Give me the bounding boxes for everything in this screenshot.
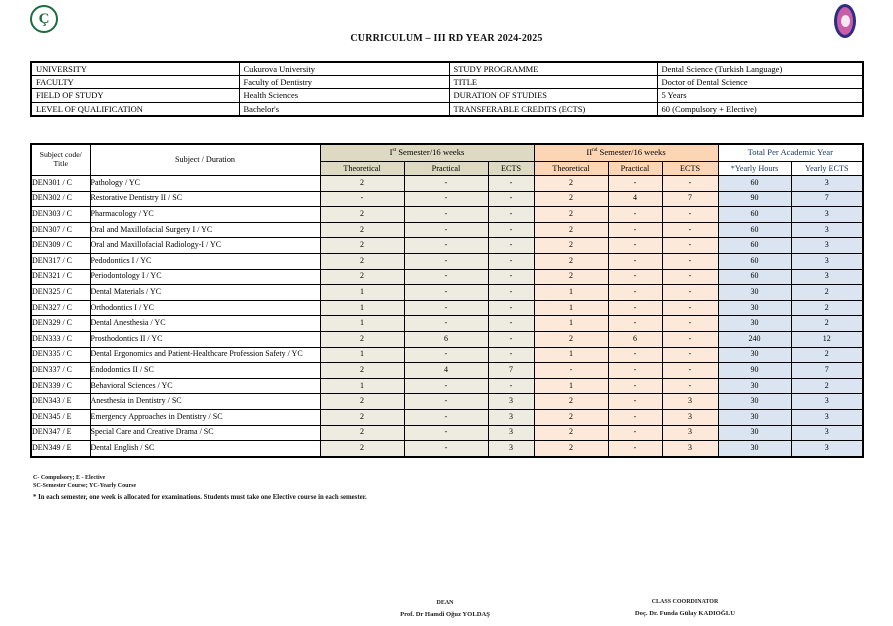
subject-code-cell: DEN325 / C: [31, 285, 90, 301]
sem2-practical-cell: -: [608, 409, 662, 425]
subject-name-cell: Dental Ergonomics and Patient-Healthcare Profession Safety / YC: [90, 347, 320, 363]
table-row: [31, 222, 863, 238]
sem1-practical-cell: -: [404, 378, 488, 394]
subject-name-cell: Anesthesia in Dentistry / SC: [90, 394, 320, 410]
yearly-ects-cell: 3: [791, 207, 863, 223]
semester-1-ordinal: st: [392, 147, 397, 154]
subject-code-cell: DEN309 / C: [31, 238, 90, 254]
subject-name-cell: Dental Anesthesia / YC: [90, 316, 320, 332]
table-row: [31, 378, 863, 394]
dean-signature-block: [345, 600, 545, 618]
info-label: FACULTY: [31, 76, 239, 89]
subject-code-cell: DEN321 / C: [31, 269, 90, 285]
yearly-ects-cell: 2: [791, 316, 863, 332]
dentistry-seal-emblem: [841, 15, 850, 27]
sem2-practical-cell: -: [608, 394, 662, 410]
subject-name-cell: Dental Materials / YC: [90, 285, 320, 301]
sem1-theoretical-cell: 2: [320, 207, 404, 223]
yearly-hours-cell: 90: [718, 363, 791, 379]
subject-code-cell: DEN307 / C: [31, 222, 90, 238]
subject-code-cell: DEN333 / C: [31, 331, 90, 347]
table-row: [31, 425, 863, 441]
info-value: 60 (Compulsory + Elective): [657, 102, 863, 116]
header-yearly-hours: *Yearly Hours: [718, 162, 791, 176]
program-info-table: [30, 61, 864, 117]
sem1-practical-cell: -: [404, 253, 488, 269]
header-subject-code-line1: Subject code/: [39, 150, 82, 160]
header-yearly-ects: Yearly ECTS: [791, 162, 863, 176]
sem2-ects-cell: -: [662, 207, 718, 223]
yearly-ects-cell: 3: [791, 253, 863, 269]
sem2-ects-cell: 7: [662, 191, 718, 207]
sem1-theoretical-cell: 2: [320, 425, 404, 441]
sem2-theoretical-cell: 2: [534, 207, 608, 223]
sem2-theoretical-cell: 2: [534, 253, 608, 269]
sem2-practical-cell: -: [608, 425, 662, 441]
sem1-theoretical-cell: 1: [320, 347, 404, 363]
info-label: LEVEL OF QUALIFICATION: [31, 102, 239, 116]
table-row: [31, 363, 863, 379]
sem1-ects-cell: -: [488, 347, 534, 363]
sem2-theoretical-cell: 2: [534, 269, 608, 285]
subject-name-cell: Pathology / YC: [90, 176, 320, 192]
sem2-ects-cell: -: [662, 347, 718, 363]
sem1-practical-cell: -: [404, 409, 488, 425]
subject-code-cell: DEN339 / C: [31, 378, 90, 394]
info-label: FIELD OF STUDY: [31, 89, 239, 102]
subject-code-cell: DEN303 / C: [31, 207, 90, 223]
sem1-ects-cell: 3: [488, 441, 534, 457]
subject-code-cell: DEN337 / C: [31, 363, 90, 379]
yearly-ects-cell: 3: [791, 238, 863, 254]
sem2-practical-cell: -: [608, 238, 662, 254]
sem2-practical-cell: -: [608, 378, 662, 394]
yearly-hours-cell: 30: [718, 409, 791, 425]
sem2-theoretical-cell: 2: [534, 222, 608, 238]
table-row: [31, 331, 863, 347]
yearly-ects-cell: 7: [791, 191, 863, 207]
sem2-theoretical-cell: 1: [534, 378, 608, 394]
table-row: [31, 300, 863, 316]
yearly-hours-cell: 30: [718, 300, 791, 316]
sem1-theoretical-cell: 2: [320, 441, 404, 457]
yearly-hours-cell: 30: [718, 425, 791, 441]
subject-name-cell: Pharmacology / YC: [90, 207, 320, 223]
info-value: Health Sciences: [239, 89, 449, 102]
sem1-practical-cell: -: [404, 191, 488, 207]
curriculum-header-group-row: [31, 144, 863, 162]
sem2-practical-cell: -: [608, 347, 662, 363]
subject-code-cell: DEN329 / C: [31, 316, 90, 332]
info-label: DURATION OF STUDIES: [449, 89, 657, 102]
sem1-theoretical-cell: 2: [320, 331, 404, 347]
header-subject-duration: Subject / Duration: [90, 144, 320, 176]
header-subject-code-line2: Title: [53, 159, 68, 168]
subject-name-cell: Emergency Approaches in Dentistry / SC: [90, 409, 320, 425]
yearly-ects-cell: 2: [791, 378, 863, 394]
yearly-hours-cell: 30: [718, 441, 791, 457]
sem2-theoretical-cell: 1: [534, 316, 608, 332]
yearly-ects-cell: 3: [791, 269, 863, 285]
sem1-ects-cell: -: [488, 191, 534, 207]
sem2-practical-cell: -: [608, 316, 662, 332]
header-semester-1: [320, 144, 534, 162]
info-value: 5 Years: [657, 89, 863, 102]
sem1-practical-cell: 4: [404, 363, 488, 379]
sem2-ects-cell: -: [662, 238, 718, 254]
semester-1-label: Semester/16 weeks: [396, 147, 465, 158]
header-total-per-year: Total Per Academic Year: [718, 144, 863, 162]
table-row: [31, 176, 863, 192]
info-value: Cukurova University: [239, 62, 449, 76]
yearly-ects-cell: 2: [791, 347, 863, 363]
sem2-practical-cell: -: [608, 300, 662, 316]
table-row: [31, 394, 863, 410]
yearly-ects-cell: 3: [791, 441, 863, 457]
yearly-hours-cell: 240: [718, 331, 791, 347]
footnote-course-types: SC-Semester Course; YC-Yearly Course: [33, 483, 137, 490]
table-row: [31, 269, 863, 285]
sem2-theoretical-cell: 2: [534, 331, 608, 347]
sem1-ects-cell: 3: [488, 409, 534, 425]
dean-title: DEAN: [436, 600, 454, 606]
sem1-theoretical-cell: 2: [320, 222, 404, 238]
sem2-ects-cell: -: [662, 363, 718, 379]
yearly-hours-cell: 60: [718, 253, 791, 269]
curriculum-table-body: [31, 176, 863, 457]
sem1-ects-cell: -: [488, 269, 534, 285]
sem2-practical-cell: 4: [608, 191, 662, 207]
sem1-ects-cell: 3: [488, 425, 534, 441]
sem1-ects-cell: -: [488, 331, 534, 347]
info-label: TITLE: [449, 76, 657, 89]
sem2-ects-cell: -: [662, 222, 718, 238]
subject-code-cell: DEN317 / C: [31, 253, 90, 269]
sem2-theoretical-cell: 1: [534, 285, 608, 301]
yearly-hours-cell: 30: [718, 285, 791, 301]
yearly-hours-cell: 30: [718, 394, 791, 410]
subject-code-cell: DEN335 / C: [31, 347, 90, 363]
subject-code-cell: DEN302 / C: [31, 191, 90, 207]
info-value: Faculty of Dentistry: [239, 76, 449, 89]
sem2-practical-cell: -: [608, 269, 662, 285]
sem2-theoretical-cell: 2: [534, 409, 608, 425]
info-row: [31, 102, 863, 116]
sem1-practical-cell: -: [404, 207, 488, 223]
table-row: [31, 207, 863, 223]
table-row: [31, 238, 863, 254]
sem1-practical-cell: -: [404, 269, 488, 285]
subject-name-cell: Behavioral Sciences / YC: [90, 378, 320, 394]
yearly-ects-cell: 12: [791, 331, 863, 347]
sem2-practical-cell: -: [608, 363, 662, 379]
header-sem2-practical: Practical: [608, 162, 662, 176]
yearly-hours-cell: 60: [718, 269, 791, 285]
sem1-theoretical-cell: 2: [320, 409, 404, 425]
table-row: [31, 441, 863, 457]
sem1-ects-cell: -: [488, 378, 534, 394]
cukurova-seal-glyph: Ç: [38, 10, 50, 27]
sem1-practical-cell: -: [404, 222, 488, 238]
sem1-ects-cell: -: [488, 238, 534, 254]
sem2-theoretical-cell: 1: [534, 347, 608, 363]
sem1-ects-cell: 3: [488, 394, 534, 410]
coordinator-title: CLASS COORDINATOR: [651, 599, 719, 605]
sem2-ects-cell: -: [662, 378, 718, 394]
info-row: [31, 62, 863, 76]
subject-name-cell: Restorative Dentistry II / SC: [90, 191, 320, 207]
table-row: [31, 316, 863, 332]
sem1-theoretical-cell: 1: [320, 378, 404, 394]
table-row: [31, 409, 863, 425]
subject-name-cell: Periodontology I / YC: [90, 269, 320, 285]
yearly-hours-cell: 30: [718, 378, 791, 394]
table-row: [31, 285, 863, 301]
sem1-theoretical-cell: -: [320, 191, 404, 207]
coordinator-name: Doç. Dr. Funda Gülay KADIOĞLU: [634, 610, 736, 618]
sem1-practical-cell: -: [404, 394, 488, 410]
footnotes: [33, 474, 367, 501]
sem1-theoretical-cell: 2: [320, 238, 404, 254]
sem1-practical-cell: -: [404, 441, 488, 457]
cukurova-university-seal-icon: [30, 5, 58, 33]
table-row: [31, 347, 863, 363]
subject-name-cell: Dental English / SC: [90, 441, 320, 457]
sem1-practical-cell: -: [404, 347, 488, 363]
sem2-ects-cell: -: [662, 331, 718, 347]
info-value: Doctor of Dental Science: [657, 76, 863, 89]
subject-name-cell: Special Care and Creative Drama / SC: [90, 425, 320, 441]
sem1-theoretical-cell: 2: [320, 253, 404, 269]
curriculum-table: [30, 143, 864, 458]
sem1-practical-cell: -: [404, 425, 488, 441]
table-row: [31, 191, 863, 207]
sem2-ects-cell: 3: [662, 425, 718, 441]
sem1-theoretical-cell: 1: [320, 285, 404, 301]
footnote-examinations: * In each semester, one week is allocated for examinations. Students must take one Elective course in each semester.: [33, 493, 367, 501]
sem1-theoretical-cell: 2: [320, 176, 404, 192]
sem2-theoretical-cell: -: [534, 363, 608, 379]
header-subject-code: [31, 144, 90, 176]
header-sem2-theoretical: Theoretical: [534, 162, 608, 176]
coordinator-signature-block: [575, 599, 795, 617]
subject-code-cell: DEN301 / C: [31, 176, 90, 192]
sem2-practical-cell: -: [608, 222, 662, 238]
info-value: Bachelor's: [239, 102, 449, 116]
header-semester-2: [534, 144, 718, 162]
sem2-practical-cell: -: [608, 441, 662, 457]
header-sem1-theoretical: Theoretical: [320, 162, 404, 176]
sem1-theoretical-cell: 1: [320, 316, 404, 332]
sem2-practical-cell: 6: [608, 331, 662, 347]
subject-name-cell: Oral and Maxillofacial Radiology-I / YC: [90, 238, 320, 254]
sem2-ects-cell: -: [662, 316, 718, 332]
sem2-theoretical-cell: 2: [534, 176, 608, 192]
subject-name-cell: Endodontics II / SC: [90, 363, 320, 379]
info-label: UNIVERSITY: [31, 62, 239, 76]
sem1-ects-cell: -: [488, 222, 534, 238]
yearly-ects-cell: 3: [791, 409, 863, 425]
subject-code-cell: DEN349 / E: [31, 441, 90, 457]
subject-name-cell: Prosthodontics II / YC: [90, 331, 320, 347]
info-value: Dental Science (Turkish Language): [657, 62, 863, 76]
info-row: [31, 76, 863, 89]
sem1-ects-cell: -: [488, 285, 534, 301]
header-sem2-ects: ECTS: [662, 162, 718, 176]
info-label: STUDY PROGRAMME: [449, 62, 657, 76]
semester-2-ordinal: nd: [592, 147, 598, 154]
page-title: CURRICULUM – III RD YEAR 2024-2025: [350, 33, 543, 44]
sem2-ects-cell: -: [662, 176, 718, 192]
yearly-ects-cell: 2: [791, 285, 863, 301]
yearly-ects-cell: 3: [791, 176, 863, 192]
subject-code-cell: DEN347 / E: [31, 425, 90, 441]
yearly-hours-cell: 30: [718, 316, 791, 332]
sem2-theoretical-cell: 2: [534, 191, 608, 207]
sem1-ects-cell: -: [488, 207, 534, 223]
semester-1-roman: I: [389, 147, 393, 158]
sem1-practical-cell: -: [404, 176, 488, 192]
sem2-ects-cell: -: [662, 269, 718, 285]
sem2-ects-cell: 3: [662, 394, 718, 410]
sem1-practical-cell: -: [404, 238, 488, 254]
sem1-ects-cell: 7: [488, 363, 534, 379]
sem1-theoretical-cell: 2: [320, 363, 404, 379]
subject-code-cell: DEN327 / C: [31, 300, 90, 316]
subject-name-cell: Orthodontics I / YC: [90, 300, 320, 316]
sem1-ects-cell: -: [488, 300, 534, 316]
sem2-theoretical-cell: 2: [534, 238, 608, 254]
sem2-practical-cell: -: [608, 207, 662, 223]
sem2-practical-cell: -: [608, 176, 662, 192]
subject-name-cell: Pedodontics I / YC: [90, 253, 320, 269]
yearly-hours-cell: 30: [718, 347, 791, 363]
yearly-ects-cell: 3: [791, 222, 863, 238]
sem1-theoretical-cell: 1: [320, 300, 404, 316]
sem2-ects-cell: -: [662, 285, 718, 301]
yearly-hours-cell: 90: [718, 191, 791, 207]
yearly-hours-cell: 60: [718, 222, 791, 238]
sem1-ects-cell: -: [488, 253, 534, 269]
sem2-theoretical-cell: 2: [534, 425, 608, 441]
sem2-ects-cell: 3: [662, 441, 718, 457]
subject-code-cell: DEN345 / E: [31, 409, 90, 425]
sem1-theoretical-cell: 2: [320, 394, 404, 410]
sem2-ects-cell: -: [662, 253, 718, 269]
yearly-hours-cell: 60: [718, 238, 791, 254]
yearly-ects-cell: 3: [791, 394, 863, 410]
header-sem1-ects: ECTS: [488, 162, 534, 176]
sem2-ects-cell: 3: [662, 409, 718, 425]
sem1-practical-cell: 6: [404, 331, 488, 347]
sem2-theoretical-cell: 1: [534, 300, 608, 316]
subject-name-cell: Oral and Maxillofacial Surgery I / YC: [90, 222, 320, 238]
dean-name: Prof. Dr Hamdi Oğuz YOLDAŞ: [400, 611, 490, 619]
footnote-compulsory-elective: C- Compulsory; E - Elective: [33, 475, 106, 481]
info-label: TRANSFERABLE CREDITS (ECTS): [449, 102, 657, 116]
yearly-ects-cell: 7: [791, 363, 863, 379]
header-sem1-practical: Practical: [404, 162, 488, 176]
semester-2-roman: II: [586, 147, 593, 158]
info-row: [31, 89, 863, 102]
sem2-practical-cell: -: [608, 285, 662, 301]
yearly-hours-cell: 60: [718, 176, 791, 192]
sem1-theoretical-cell: 2: [320, 269, 404, 285]
yearly-ects-cell: 3: [791, 425, 863, 441]
yearly-hours-cell: 60: [718, 207, 791, 223]
subject-code-cell: DEN343 / E: [31, 394, 90, 410]
semester-2-label: Semester/16 weeks: [597, 147, 666, 158]
yearly-ects-cell: 2: [791, 300, 863, 316]
sem1-ects-cell: -: [488, 176, 534, 192]
sem1-practical-cell: -: [404, 285, 488, 301]
sem2-theoretical-cell: 2: [534, 394, 608, 410]
sem1-ects-cell: -: [488, 316, 534, 332]
sem2-theoretical-cell: 2: [534, 441, 608, 457]
sem2-practical-cell: -: [608, 253, 662, 269]
sem1-practical-cell: -: [404, 300, 488, 316]
table-row: [31, 253, 863, 269]
sem1-practical-cell: -: [404, 316, 488, 332]
sem2-ects-cell: -: [662, 300, 718, 316]
